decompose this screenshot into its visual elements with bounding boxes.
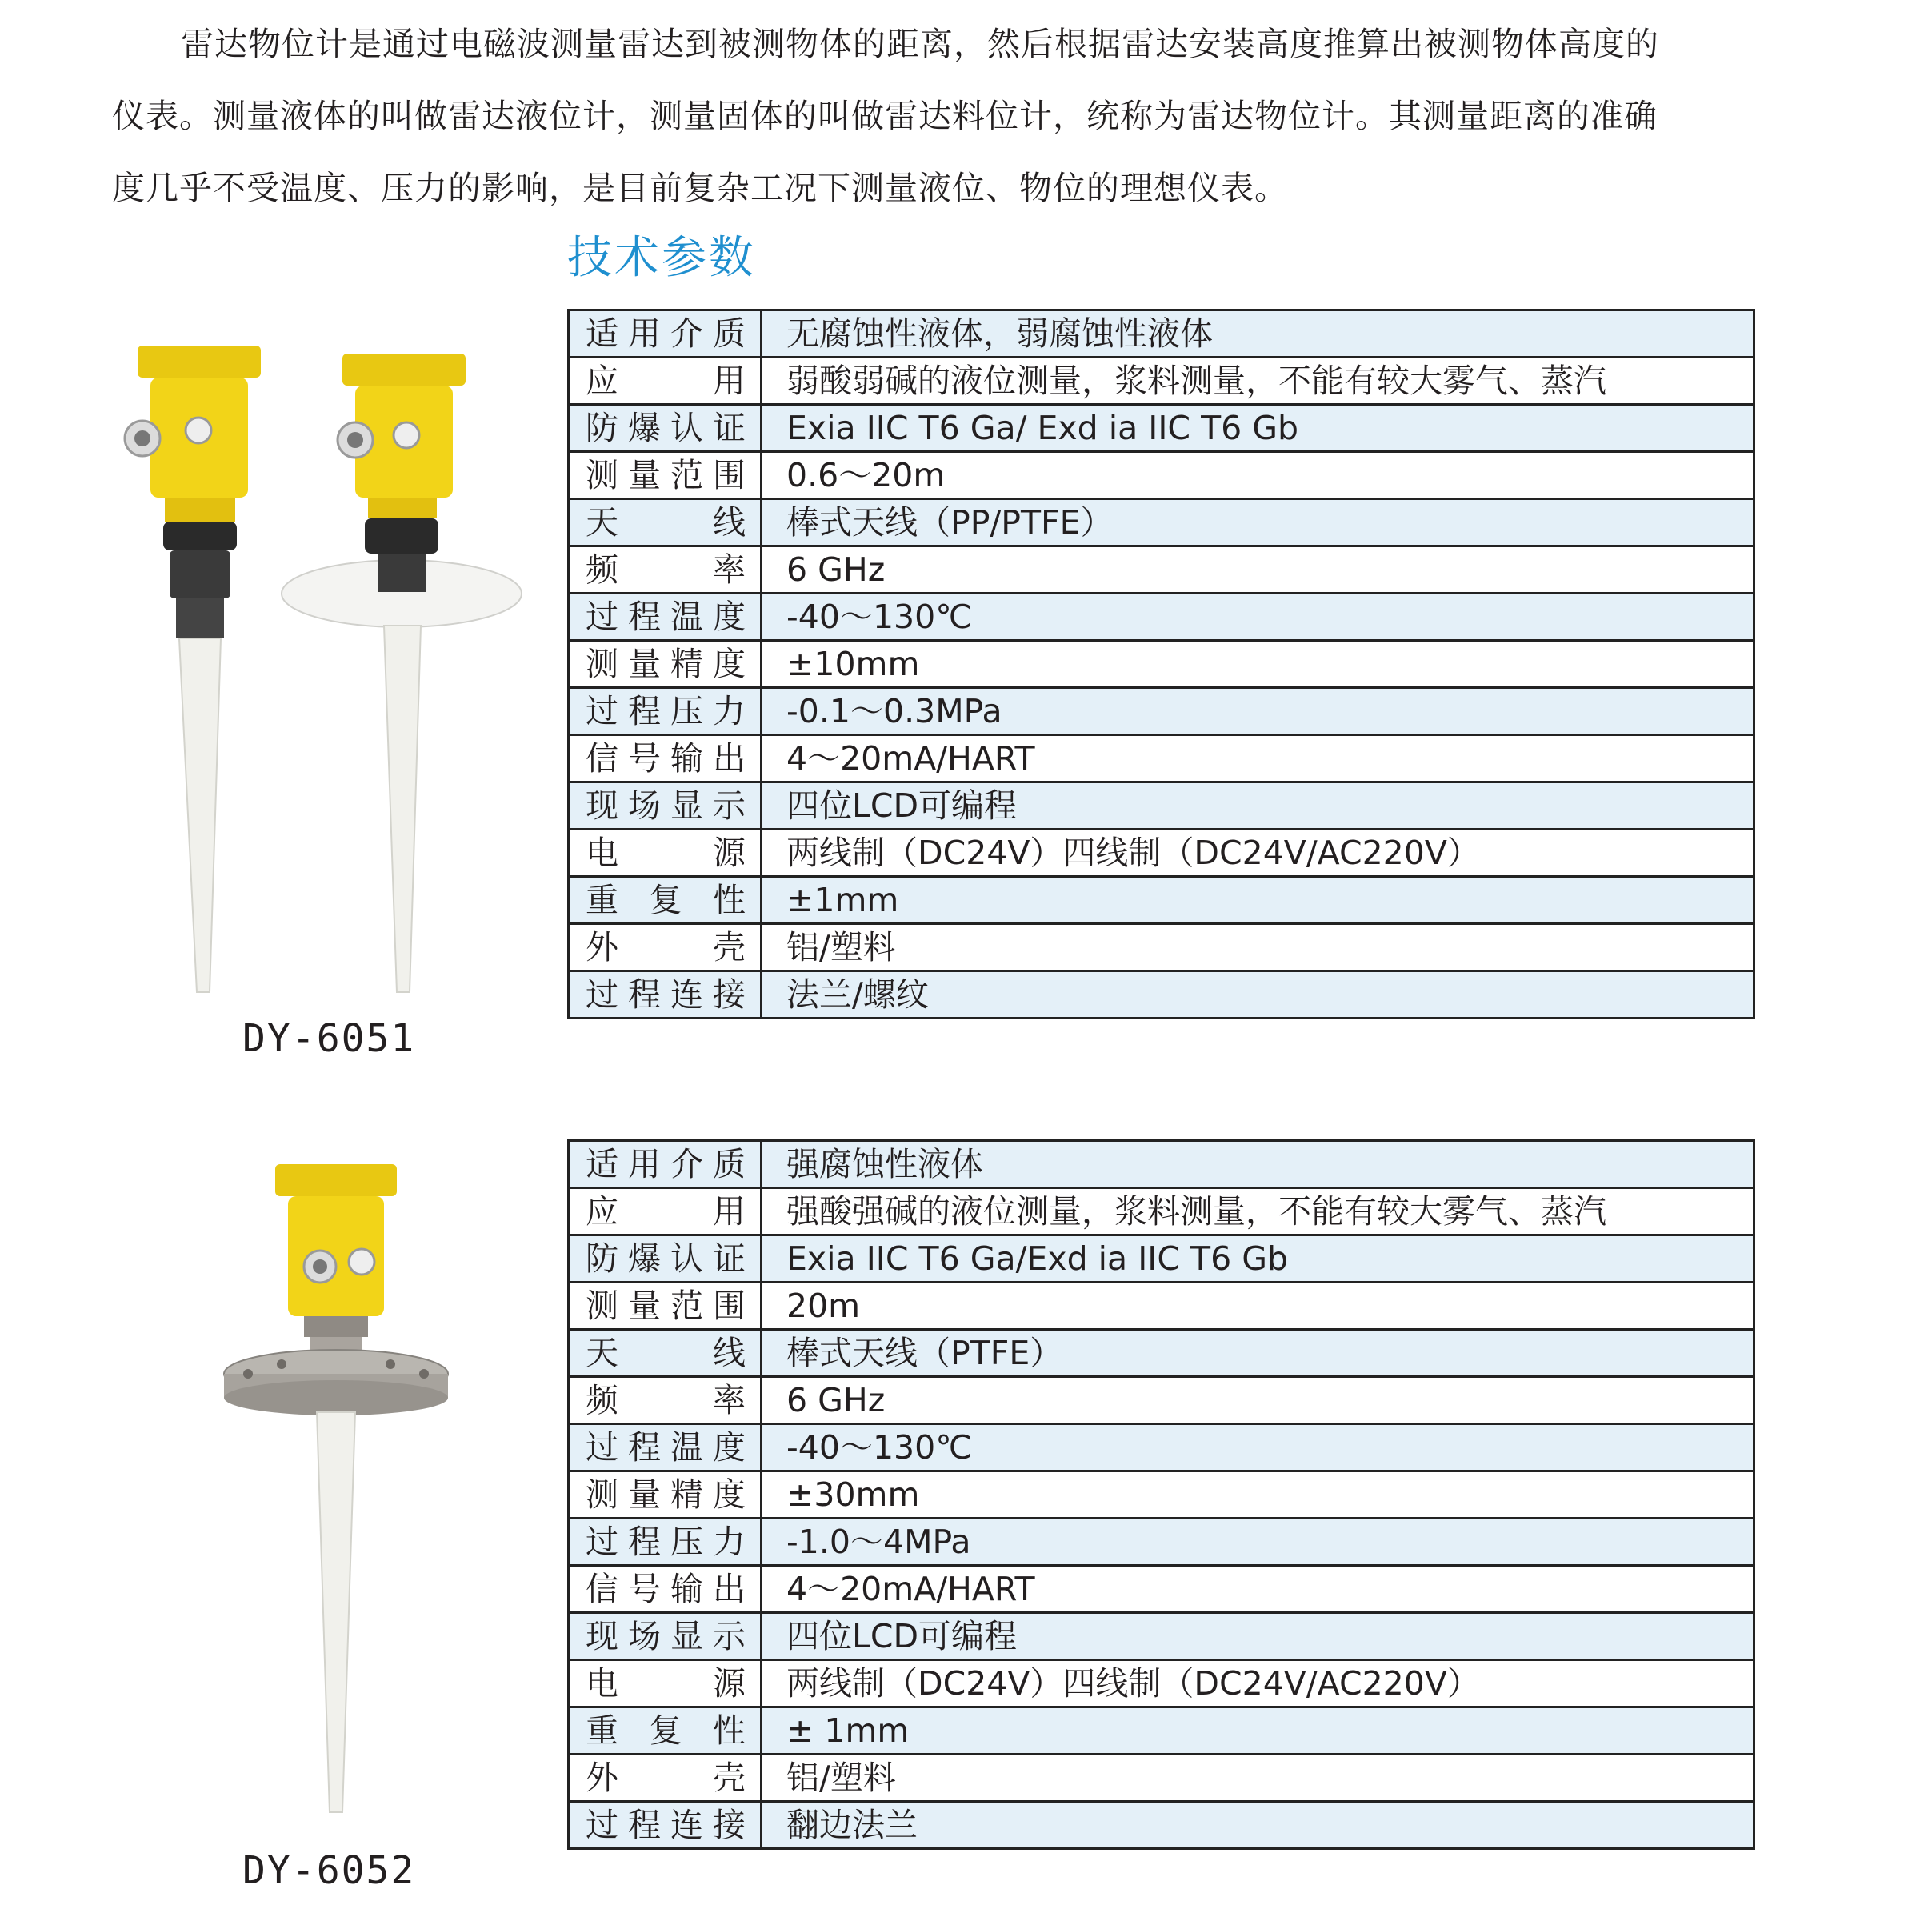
- spec-label: 天线: [586, 503, 746, 542]
- table-row: [569, 594, 1754, 641]
- table-row: [569, 1330, 1754, 1377]
- spec-value: ±30mm: [762, 1471, 1754, 1519]
- spec-value: 四位LCD可编程: [762, 1613, 1754, 1660]
- spec-label: 天线: [586, 1334, 746, 1372]
- table-row: [569, 499, 1754, 546]
- spec-value: 6 GHz: [762, 546, 1754, 594]
- table-row: [569, 1566, 1754, 1613]
- spec-label: 频率: [586, 1381, 746, 1419]
- spec-value: -0.1～0.3MPa: [762, 688, 1754, 735]
- spec-label: 重复性: [586, 1711, 746, 1750]
- spec-value: 6 GHz: [762, 1377, 1754, 1424]
- table-row: [569, 546, 1754, 594]
- intro-paragraph: [112, 8, 1744, 224]
- spec-label: 防爆认证: [586, 1239, 746, 1278]
- spec-value: 两线制（DC24V）四线制（DC24V/AC220V）: [762, 830, 1754, 877]
- spec-label: 测量精度: [586, 645, 746, 683]
- spec-value: 0.6～20m: [762, 452, 1754, 499]
- spec-value: 棒式天线（PTFE）: [762, 1330, 1754, 1377]
- spec-value: 弱酸弱碱的液位测量，浆料测量，不能有较大雾气、蒸汽: [762, 358, 1754, 405]
- spec-value: ±10mm: [762, 641, 1754, 688]
- table-row: [569, 358, 1754, 405]
- table-row: [569, 735, 1754, 782]
- table-row: [569, 1424, 1754, 1471]
- spec-table-dy-6052: [567, 1139, 1755, 1850]
- spec-label: 过程压力: [586, 1523, 746, 1561]
- spec-value: 四位LCD可编程: [762, 782, 1754, 830]
- spec-value: ± 1mm: [762, 1707, 1754, 1755]
- spec-value: 铝/塑料: [762, 924, 1754, 971]
- table-row: [569, 1188, 1754, 1235]
- table-row: [569, 877, 1754, 924]
- spec-value: 无腐蚀性液体，弱腐蚀性液体: [762, 310, 1754, 358]
- spec-label: 现场显示: [586, 1617, 746, 1655]
- spec-label: 过程温度: [586, 598, 746, 636]
- table-row: [569, 1235, 1754, 1283]
- spec-value: Exia IIC T6 Ga/ Exd ia IIC T6 Gb: [762, 405, 1754, 452]
- table-row: [569, 1613, 1754, 1660]
- table-row: [569, 924, 1754, 971]
- table-row: [569, 641, 1754, 688]
- spec-value: 强腐蚀性液体: [762, 1141, 1754, 1188]
- table-row: [569, 452, 1754, 499]
- table-row: [569, 405, 1754, 452]
- spec-label: 防爆认证: [586, 409, 746, 447]
- spec-value: 4～20mA/HART: [762, 735, 1754, 782]
- product-image-dy-6051: [120, 336, 536, 1008]
- section-heading: 技术参数: [567, 232, 756, 284]
- spec-value: 4～20mA/HART: [762, 1566, 1754, 1613]
- table-row: [569, 310, 1754, 358]
- table-row: [569, 1755, 1754, 1802]
- table-row: [569, 782, 1754, 830]
- spec-label: 信号输出: [586, 739, 746, 778]
- product-image-dy-6052: [216, 1164, 456, 1820]
- spec-label: 应用: [586, 362, 746, 400]
- table-row: [569, 830, 1754, 877]
- spec-label: 测量范围: [586, 456, 746, 494]
- table-row: [569, 1283, 1754, 1330]
- table-row: [569, 1141, 1754, 1188]
- intro-line-1: 雷达物位计是通过电磁波测量雷达到被测物体的距离，然后根据雷达安装高度推算出被测物体高度的: [181, 25, 1659, 63]
- spec-label: 频率: [586, 550, 746, 589]
- table-row: [569, 1660, 1754, 1707]
- model-label-dy-6052: DY-6052: [242, 1848, 416, 1893]
- radar-meter-flanged: [282, 354, 522, 992]
- spec-label: 过程连接: [586, 1806, 746, 1844]
- spec-label: 测量范围: [586, 1287, 746, 1325]
- table-row: [569, 1707, 1754, 1755]
- spec-label: 电源: [586, 834, 746, 872]
- spec-value: 两线制（DC24V）四线制（DC24V/AC220V）: [762, 1660, 1754, 1707]
- spec-table-dy-6051: [567, 309, 1755, 1019]
- spec-value: 棒式天线（PP/PTFE）: [762, 499, 1754, 546]
- intro-line-3: 度几乎不受温度、压力的影响，是目前复杂工况下测量液位、物位的理想仪表。: [112, 169, 1288, 207]
- spec-label: 外壳: [586, 1759, 746, 1797]
- radar-meter-stainless-flange: [224, 1164, 448, 1812]
- spec-label: 适用介质: [586, 314, 746, 353]
- spec-label: 测量精度: [586, 1475, 746, 1514]
- model-label-dy-6051: DY-6051: [242, 1016, 416, 1061]
- spec-value: 强酸强碱的液位测量，浆料测量，不能有较大雾气、蒸汽: [762, 1188, 1754, 1235]
- spec-label: 应用: [586, 1192, 746, 1231]
- table-row: [569, 1471, 1754, 1519]
- spec-value: -40～130℃: [762, 594, 1754, 641]
- spec-label: 信号输出: [586, 1570, 746, 1608]
- spec-value: 20m: [762, 1283, 1754, 1330]
- table-row: [569, 1519, 1754, 1566]
- spec-label: 适用介质: [586, 1145, 746, 1183]
- radar-meter-threaded: [125, 346, 261, 992]
- spec-label: 过程压力: [586, 692, 746, 730]
- spec-label: 电源: [586, 1664, 746, 1703]
- spec-label: 现场显示: [586, 786, 746, 825]
- table-row: [569, 1377, 1754, 1424]
- table-row: [569, 688, 1754, 735]
- spec-value: 翻边法兰: [762, 1802, 1754, 1849]
- spec-value: ±1mm: [762, 877, 1754, 924]
- table-row: [569, 971, 1754, 1019]
- spec-label: 过程温度: [586, 1428, 746, 1467]
- table-row: [569, 1802, 1754, 1849]
- spec-label: 外壳: [586, 928, 746, 967]
- intro-line-2: 仪表。测量液体的叫做雷达液位计，测量固体的叫做雷达料位计，统称为雷达物位计。其测量距离的准确: [112, 97, 1658, 135]
- spec-value: Exia IIC T6 Ga/Exd ia IIC T6 Gb: [762, 1235, 1754, 1283]
- spec-value: -1.0～4MPa: [762, 1519, 1754, 1566]
- spec-value: 铝/塑料: [762, 1755, 1754, 1802]
- spec-label: 重复性: [586, 881, 746, 919]
- spec-label: 过程连接: [586, 975, 746, 1014]
- spec-value: -40～130℃: [762, 1424, 1754, 1471]
- spec-value: 法兰/螺纹: [762, 971, 1754, 1019]
